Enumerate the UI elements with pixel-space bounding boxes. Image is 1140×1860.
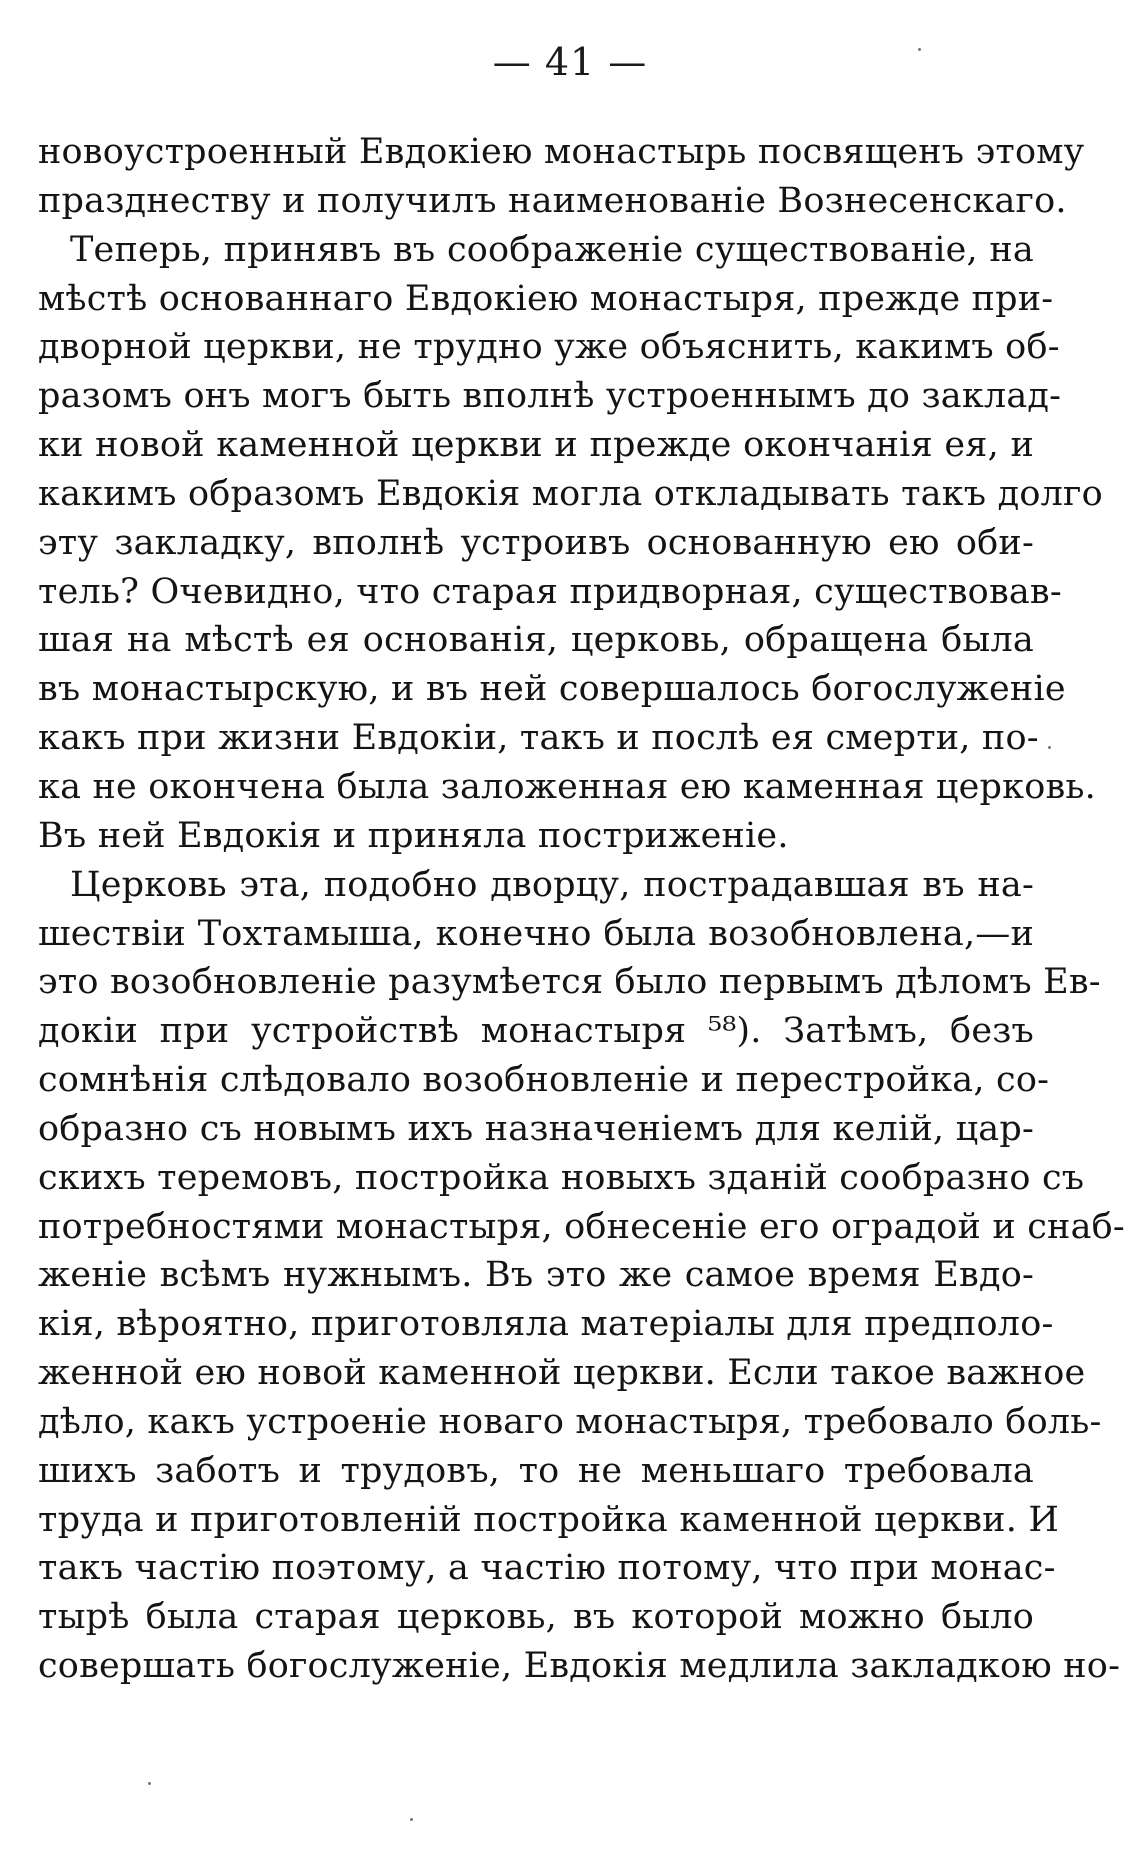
paper-speck	[1048, 746, 1051, 749]
text-line: образно съ новымъ ихъ назначеніемъ для келій, цар-	[38, 1108, 1034, 1149]
text-line: шая на мѣстѣ ея основанія, церковь, обращена была	[38, 620, 1034, 661]
text-line: сомнѣнія слѣдовало возобновленіе и перестройка, со-	[38, 1060, 1050, 1101]
text-line: такъ частію поэтому, а частію потому, что при монас-	[38, 1548, 1056, 1589]
text-line: совершать богослуженіе, Евдокія медлила закладкою но-	[38, 1646, 1121, 1687]
text-line: ки новой каменной церкви и прежде окончанія ея, и	[38, 425, 1034, 466]
text-line: какъ при жизни Евдокіи, такъ и послѣ ея смерти, по-	[38, 718, 1039, 759]
paper-speck	[410, 1818, 413, 1821]
paper-speck	[148, 1782, 151, 1785]
text-line: потребностями монастыря, обнесеніе его оградой и снаб-	[38, 1206, 1125, 1247]
text-line: разомъ онъ могъ быть вполнѣ устроеннымъ до заклад-	[38, 376, 1062, 417]
text-line: скихъ теремовъ, постройка новыхъ зданій сообразно съ	[38, 1157, 1085, 1198]
text-line: эту закладку, вполнѣ устроивъ основанную ею оби-	[38, 522, 1034, 563]
page-number: — 41 —	[492, 40, 648, 84]
text-line: женной ею новой каменной церкви. Если такое важное	[38, 1353, 1086, 1394]
text-line: ка не окончена была заложенная ею каменная церковь.	[38, 766, 1096, 807]
text-line: въ монастырскую, и въ ней совершалось богослуженіе	[38, 669, 1066, 710]
paper-speck	[918, 48, 921, 51]
text-line: тырѣ была старая церковь, въ которой можно было	[38, 1597, 1034, 1638]
text-line: Церковь эта, подобно дворцу, пострадавшая въ на-	[70, 864, 1034, 905]
text-line: Въ ней Евдокія и приняла постриженіе.	[38, 815, 789, 856]
text-line: тель? Очевидно, что старая придворная, существовав-	[38, 571, 1062, 612]
text-line: шествіи Тохтамыша, конечно была возобновлена,—и	[38, 913, 1034, 954]
text-line: шихъ заботъ и трудовъ, то не меньшаго требовала	[38, 1450, 1034, 1491]
text-line: дѣло, какъ устроеніе новаго монастыря, требовало боль-	[38, 1401, 1102, 1442]
body-text	[38, 128, 1125, 1691]
text-line: кія, вѣроятно, приготовляла матеріалы для предполо-	[38, 1304, 1054, 1345]
text-line: новоустроенный Евдокіею монастырь посвященъ этому	[38, 132, 1085, 172]
text-line: это возобновленіе разумѣется было первымъ дѣломъ Ев-	[38, 962, 1101, 1003]
text-line: какимъ образомъ Евдокія могла откладывать такъ долго	[38, 473, 1103, 514]
text-line: дворной церкви, не трудно уже объяснить, какимъ об-	[38, 327, 1060, 368]
text-line: празднеству и получилъ наименованіе Вознесенскаго.	[38, 180, 1067, 221]
text-line: мѣстѣ основаннаго Евдокіею монастыря, прежде при-	[38, 278, 1054, 319]
text-line: докіи при устройствѣ монастыря ⁵⁸). Затѣмъ, безъ	[38, 1011, 1034, 1052]
text-line: Теперь, принявъ въ соображеніе существованіе, на	[70, 229, 1034, 270]
text-line: женіе всѣмъ нужнымъ. Въ это же самое время Евдо-	[38, 1255, 1034, 1296]
text-line: труда и приготовленій постройка каменной церкви. И	[38, 1499, 1060, 1540]
